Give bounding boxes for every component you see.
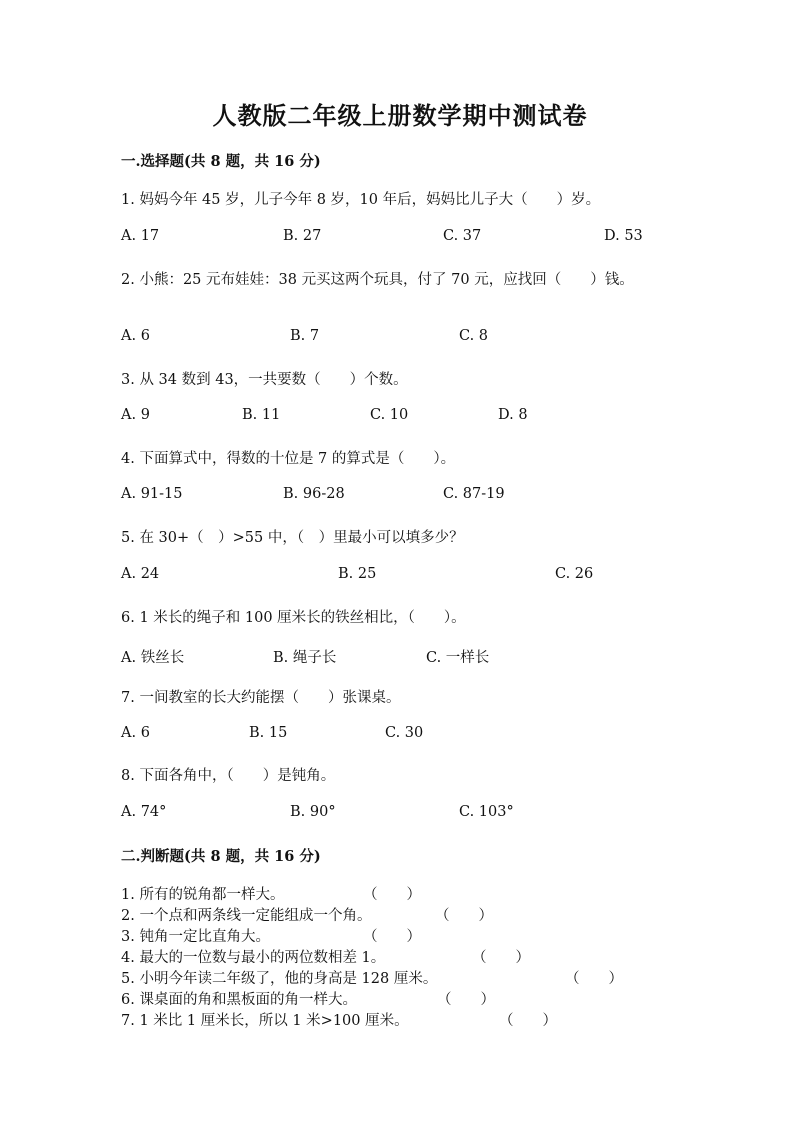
question-7-option-a: A. 6 — [121, 725, 150, 741]
question-8-option-a: A. 74° — [121, 804, 167, 820]
question-3-option-b: B. 11 — [242, 407, 281, 423]
judgment-4: 4. 最大的一位数与最小的两位数相差 1。 — [121, 950, 386, 966]
question-6-option-a: A. 铁丝长 — [121, 650, 185, 666]
question-5-option-c: C. 26 — [555, 566, 594, 582]
question-4-option-c: C. 87-19 — [443, 486, 505, 502]
question-3-option-a: A. 9 — [121, 407, 150, 423]
question-6-option-b: B. 绳子长 — [273, 650, 337, 666]
exam-title: 人教版二年级上册数学期中测试卷 — [212, 101, 588, 130]
judgment-7-answer-blank: （ ） — [499, 1013, 557, 1029]
question-8: 8. 下面各角中，（ ）是钝角。 — [121, 768, 336, 784]
judgment-5: 5. 小明今年读二年级了，他的身高是 128 厘米。 — [121, 971, 438, 987]
question-3-option-c: C. 10 — [370, 407, 409, 423]
section-choice-heading: 一.选择题(共 8 题，共 16 分) — [121, 153, 321, 170]
question-5-option-b: B. 25 — [338, 566, 377, 582]
question-8-option-c: C. 103° — [459, 804, 514, 820]
question-5-option-a: A. 24 — [121, 566, 160, 582]
question-1: 1. 妈妈今年 45 岁，儿子今年 8 岁，10 年后，妈妈比儿子大（ ）岁。 — [121, 192, 601, 208]
question-7-option-b: B. 15 — [249, 725, 288, 741]
question-2-option-c: C. 8 — [459, 328, 489, 344]
question-1-option-b: B. 27 — [283, 228, 322, 244]
question-2-option-a: A. 6 — [121, 328, 150, 344]
question-2-option-b: B. 7 — [290, 328, 320, 344]
question-3-option-d: D. 8 — [498, 407, 528, 423]
question-5: 5. 在 30+（ ）>55 中，（ ）里最小可以填多少？ — [121, 530, 464, 546]
question-8-option-b: B. 90° — [290, 804, 336, 820]
judgment-3: 3. 钝角一定比直角大。 — [121, 929, 270, 945]
question-1-option-d: D. 53 — [604, 228, 643, 244]
judgment-1-answer-blank: （ ） — [363, 887, 421, 903]
judgment-6-answer-blank: （ ） — [437, 992, 495, 1008]
question-7: 7. 一间教室的长大约能摆（ ）张课桌。 — [121, 690, 401, 706]
question-4: 4. 下面算式中，得数的十位是 7 的算式是（ ）。 — [121, 451, 456, 467]
question-2: 2. 小熊：25 元布娃娃：38 元买这两个玩具，付了 70 元，应找回（ ）钱。 — [121, 272, 634, 288]
question-6: 6. 1 米长的绳子和 100 厘米长的铁丝相比，（ ）。 — [121, 610, 466, 626]
judgment-2-answer-blank: （ ） — [435, 908, 493, 924]
section-judgment-heading: 二.判断题(共 8 题，共 16 分) — [121, 848, 321, 865]
judgment-1: 1. 所有的锐角都一样大。 — [121, 887, 285, 903]
judgment-4-answer-blank: （ ） — [472, 950, 530, 966]
judgment-7: 7. 1 米比 1 厘米长，所以 1 米>100 厘米。 — [121, 1013, 409, 1029]
question-7-option-c: C. 30 — [385, 725, 424, 741]
judgment-5-answer-blank: （ ） — [565, 971, 623, 987]
question-3: 3. 从 34 数到 43，一共要数（ ）个数。 — [121, 372, 408, 388]
judgment-3-answer-blank: （ ） — [363, 929, 421, 945]
judgment-6: 6. 课桌面的角和黑板面的角一样大。 — [121, 992, 357, 1008]
question-1-option-c: C. 37 — [443, 228, 482, 244]
question-4-option-b: B. 96-28 — [283, 486, 345, 502]
question-4-option-a: A. 91-15 — [121, 486, 183, 502]
question-1-option-a: A. 17 — [121, 228, 160, 244]
question-6-option-c: C. 一样长 — [426, 650, 490, 666]
judgment-2: 2. 一个点和两条线一定能组成一个角。 — [121, 908, 372, 924]
